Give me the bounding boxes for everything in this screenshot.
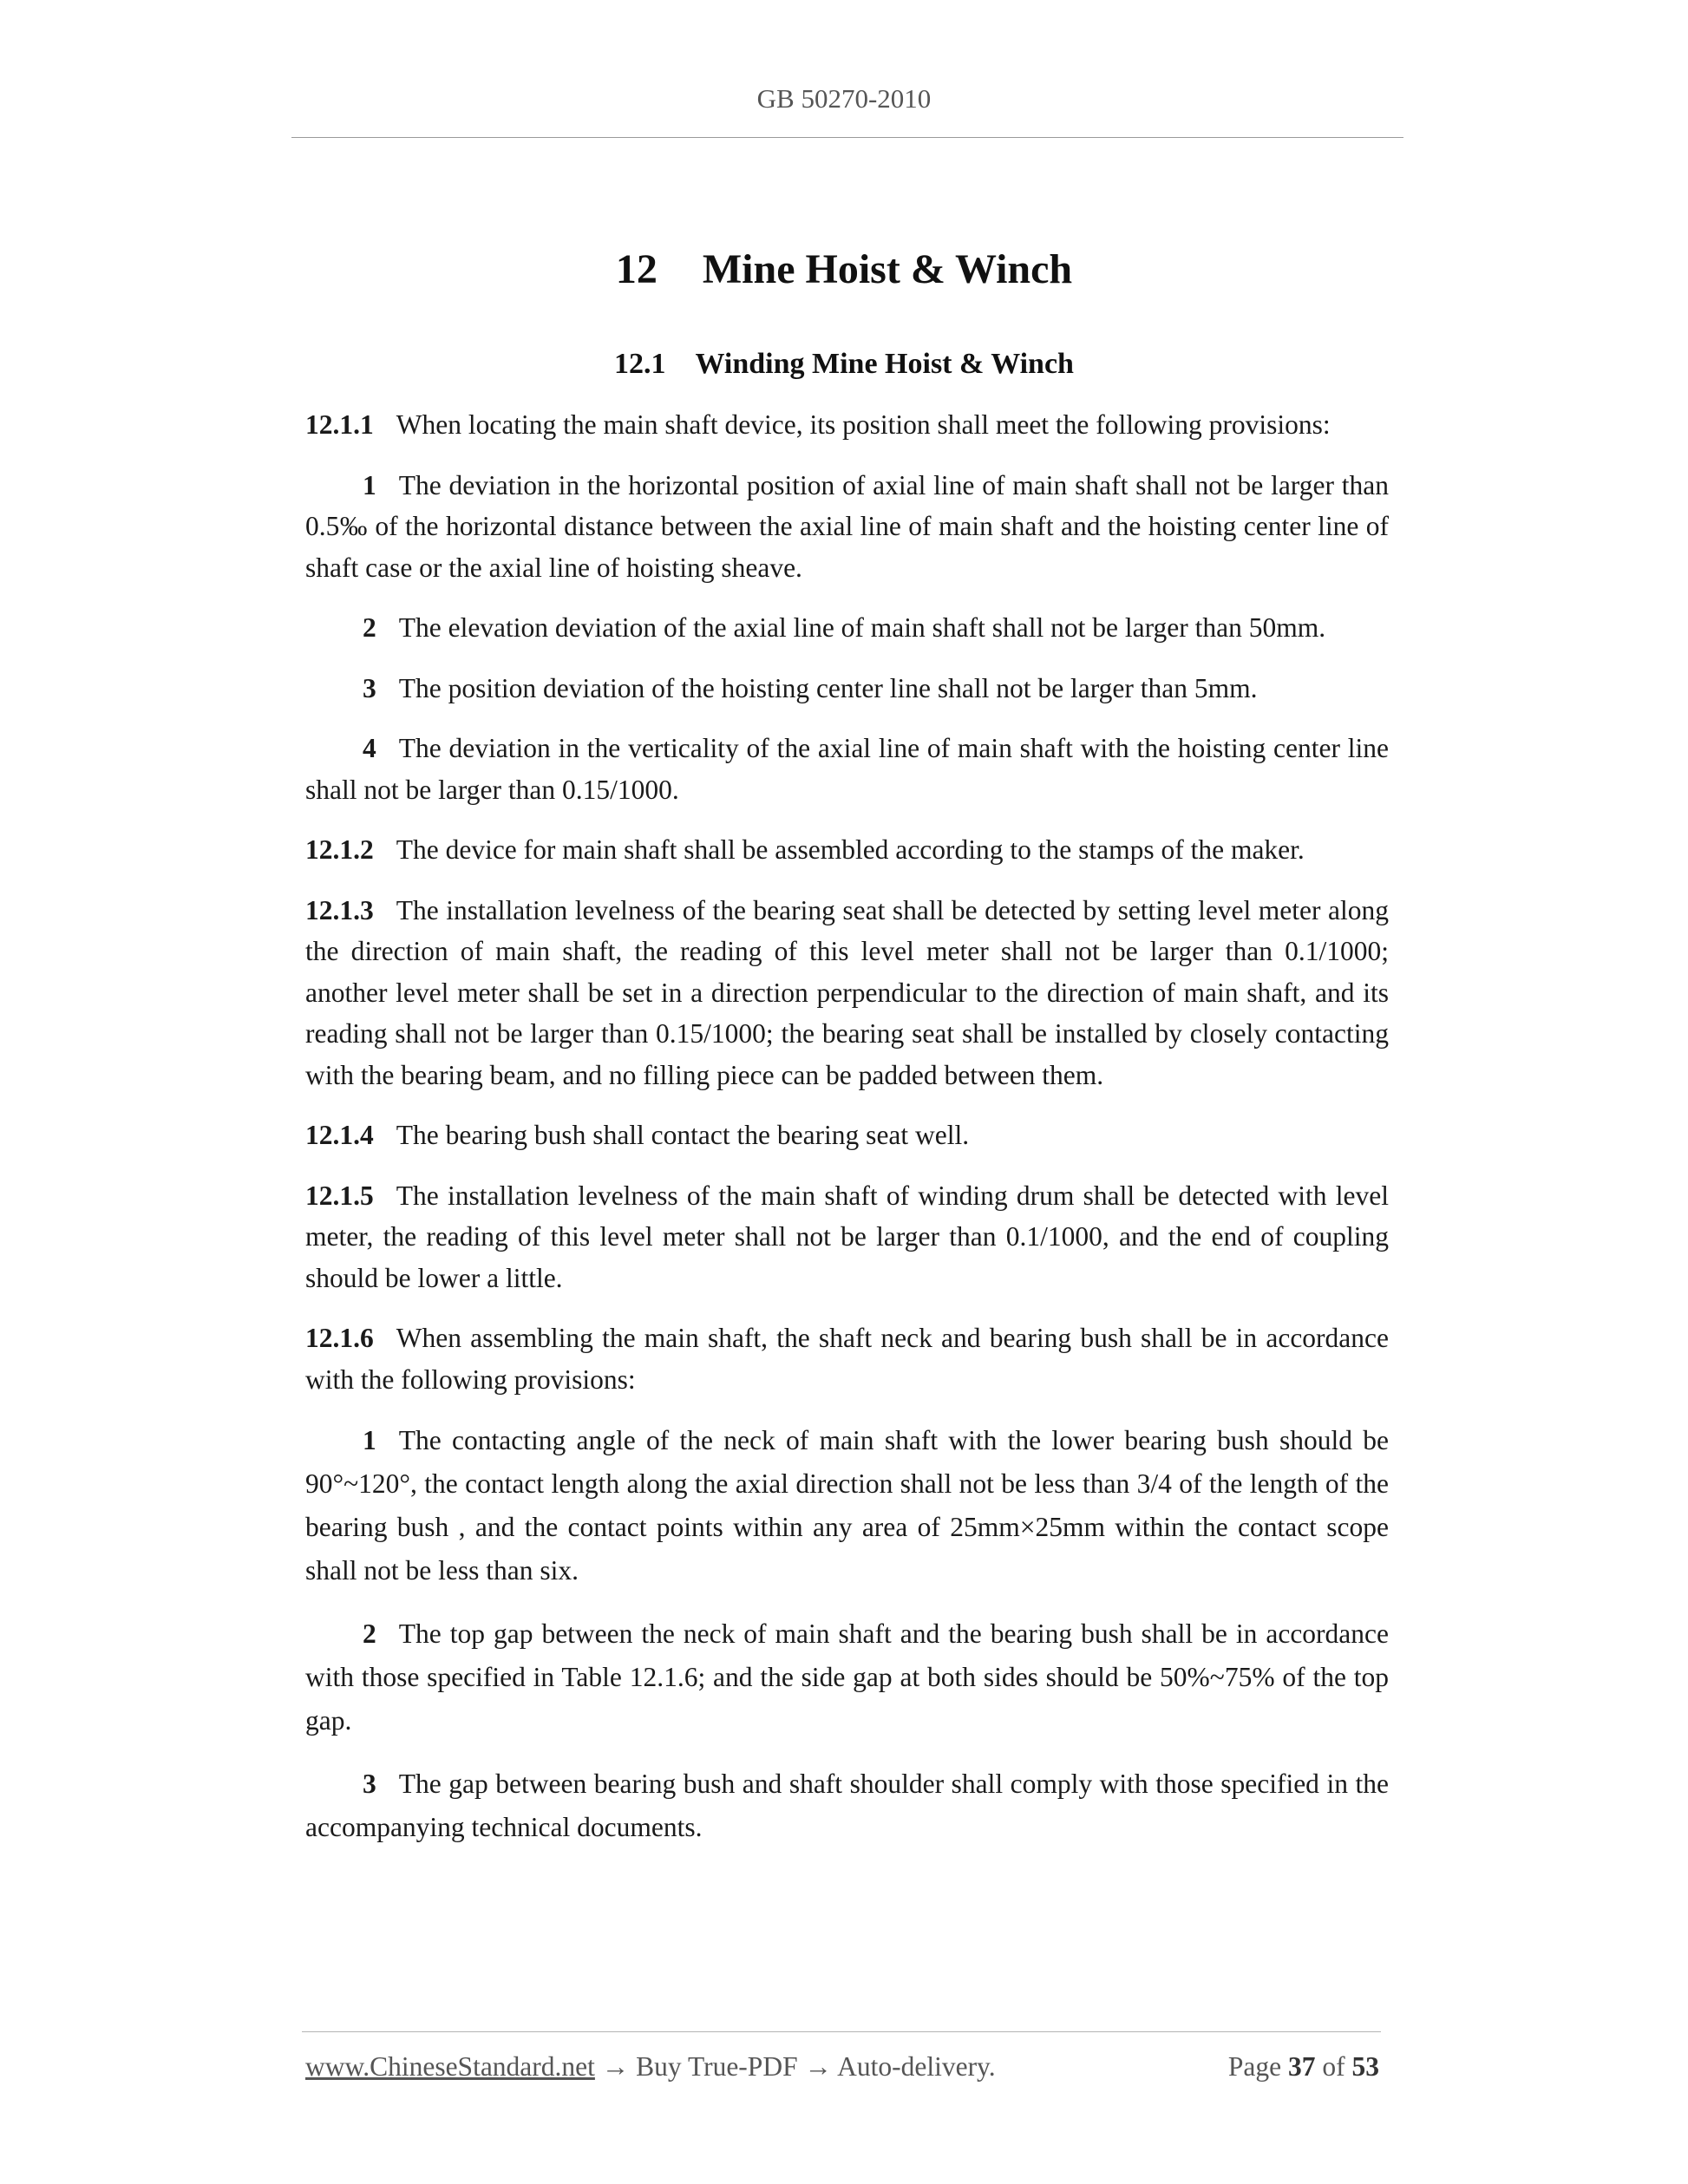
clause-number: 12.1.1 — [305, 409, 374, 440]
chapter-heading — [0, 245, 1688, 293]
clause-number: 12.1.2 — [305, 834, 374, 865]
item-text: The contacting angle of the neck of main shaft with the lower bearing bush should be 90°~120°, the contact length along the axial direction shall not be less than 3/4 of the length of the bearing bush , and the contact points within any area of 25mm×25mm within the contact scope shall not be less than six. — [305, 1425, 1389, 1586]
clause-12-1-6-item-2 — [305, 1612, 1389, 1743]
arrow-icon: → — [601, 2051, 630, 2082]
clause-12-1-1 — [305, 404, 1389, 446]
clause-12-1-1-item-1 — [305, 465, 1389, 589]
clause-12-1-1-item-3 — [305, 668, 1389, 709]
item-text: The deviation in the verticality of the axial line of main shaft with the hoisting center line shall not be larger than 0.15/1000. — [305, 733, 1389, 805]
item-number: 3 — [363, 672, 376, 703]
item-number: 2 — [363, 1618, 376, 1649]
clause-12-1-3 — [305, 890, 1389, 1096]
item-text: The deviation in the horizontal position of axial line of main shaft shall not be larger than 0.5‰ of the horizontal distance between the axial line of main shaft and the hoisting center line of shaft case or the axial line of hoisting sheave. — [305, 469, 1389, 583]
clause-text: When assembling the main shaft, the shaft neck and bearing bush shall be in accordance with the following provisions: — [305, 1323, 1389, 1395]
item-text: The gap between bearing bush and shaft shoulder shall comply with those specified in the accompanying technical documents. — [305, 1769, 1389, 1842]
clause-12-1-6-item-3 — [305, 1762, 1389, 1849]
clause-number: 12.1.6 — [305, 1323, 374, 1353]
item-number: 1 — [363, 1425, 376, 1455]
page-number — [1228, 2051, 1379, 2083]
chapter-title: Mine Hoist & Winch — [702, 246, 1073, 292]
arrow-icon: → — [804, 2051, 832, 2082]
buy-pdf-text: Buy True-PDF — [636, 2051, 798, 2082]
total-pages: 53 — [1351, 2051, 1379, 2082]
item-number: 2 — [363, 612, 376, 643]
of-label: of — [1322, 2051, 1345, 2082]
clause-number: 12.1.3 — [305, 894, 374, 925]
clause-12-1-1-item-2 — [305, 607, 1389, 649]
item-number: 3 — [363, 1769, 376, 1799]
clause-text: The installation levelness of the bearing seat shall be detected by setting level meter along the direction of main shaft, the reading of this level meter shall not be larger than 0.1/1000; another level meter shall be set in a direction perpendicular to the direction of main shaft, and its reading shall not be larger than 0.15/1000; the bearing seat shall be installed by closely contacting with the bearing beam, and no filling piece can be padded between them. — [305, 894, 1389, 1090]
site-link[interactable]: www.ChineseStandard.net — [305, 2051, 595, 2082]
clause-12-1-6 — [305, 1318, 1389, 1400]
page-label: Page — [1227, 2051, 1282, 2082]
section-number: 12.1 — [614, 348, 666, 380]
clause-text: The bearing bush shall contact the bearing seat well. — [396, 1120, 970, 1150]
item-text: The position deviation of the hoisting center line shall not be larger than 5mm. — [398, 672, 1258, 703]
clause-text: The installation levelness of the main shaft of winding drum shall be detected with level meter, the reading of this level meter shall not be larger than 0.1/1000, and the end of coupling should be lower a little. — [305, 1180, 1389, 1293]
auto-delivery-text: Auto-delivery. — [837, 2051, 996, 2082]
clause-12-1-2 — [305, 829, 1389, 871]
document-code: GB 50270-2010 — [756, 83, 932, 114]
clause-text: When locating the main shaft device, its position shall meet the following provisions: — [396, 409, 1331, 440]
current-page: 37 — [1288, 2051, 1316, 2082]
item-text: The elevation deviation of the axial line of main shaft shall not be larger than 50mm. — [398, 612, 1326, 643]
clause-12-1-4 — [305, 1115, 1389, 1156]
clause-12-1-1-item-4 — [305, 728, 1389, 810]
item-number: 4 — [363, 733, 376, 763]
header-divider — [291, 137, 1403, 138]
chapter-number: 12 — [615, 246, 658, 292]
footer-divider — [302, 2031, 1381, 2032]
clause-text: The device for main shaft shall be assembled according to the stamps of the maker. — [396, 834, 1305, 865]
clause-number: 12.1.4 — [305, 1120, 374, 1150]
clause-number: 12.1.5 — [305, 1180, 374, 1211]
footer-promo — [305, 2051, 996, 2083]
body-text — [305, 404, 1389, 1869]
clause-12-1-6-item-1 — [305, 1419, 1389, 1592]
item-text: The top gap between the neck of main shaft and the bearing bush shall be in accordance with those specified in Table 12.1.6; and the side gap at both sides should be 50%~75% of the top gap. — [305, 1618, 1389, 1736]
section-title: Winding Mine Hoist & Winch — [695, 348, 1074, 380]
item-number: 1 — [363, 469, 376, 500]
clause-12-1-5 — [305, 1175, 1389, 1299]
running-header — [0, 83, 1688, 114]
section-heading — [0, 348, 1688, 381]
